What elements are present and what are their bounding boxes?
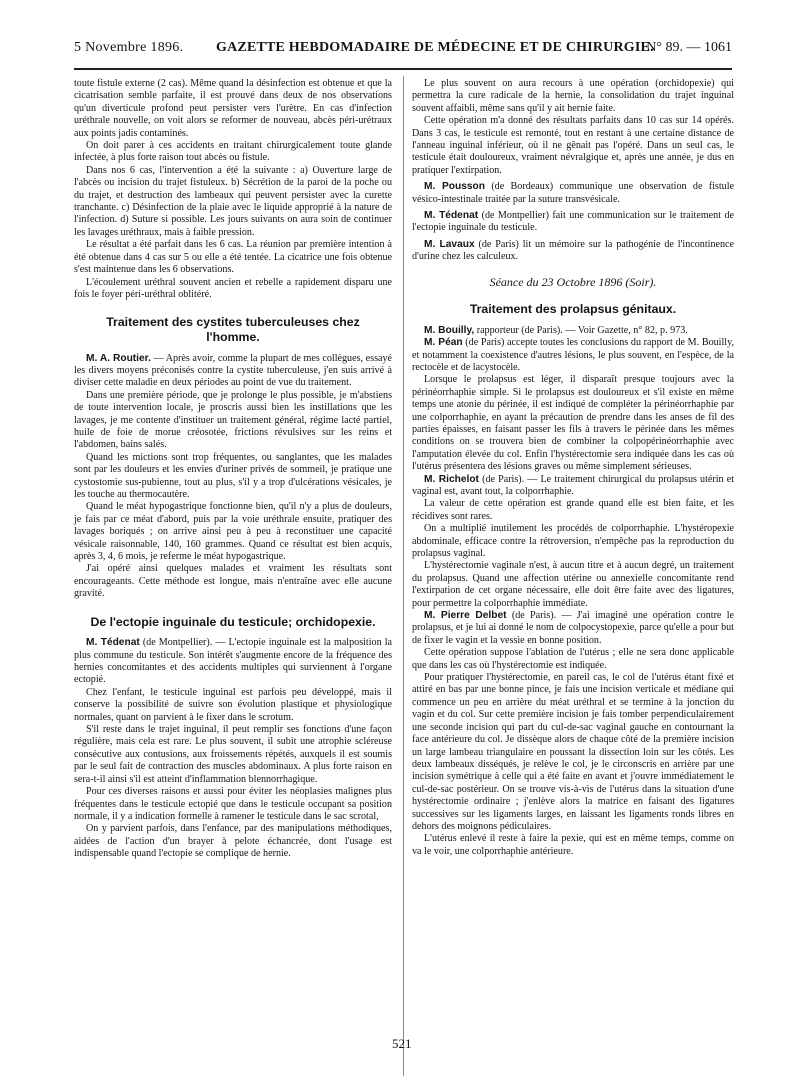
paragraph xyxy=(412,325,734,337)
page-number: 521 xyxy=(392,1036,412,1051)
right-column xyxy=(412,78,734,858)
speaker-name: M. Richelot xyxy=(424,473,479,485)
paragraph xyxy=(412,239,734,264)
section-heading: De l'ectopie inguinale du testicule; orchidopexie. xyxy=(90,614,376,629)
speech-text: (de Montpellier) fait une communication sur le traitement de l'ectopie inguinale du testicule. xyxy=(412,210,734,234)
paragraph: Pour pratiquer l'hystérectomie, en pareil cas, le col de l'utérus étant fixé et attiré en bas par une bonne pince, je fais une incision verticale et médiane qui commence un peu en arrière du méat uréthral et se termine à la jonction du vagin et du col. Sur cette première incision je fais tomber perpendiculairement une seconde incision qui part du cul-de-sac vaginal gauche en contournant la face antérieure du col. Je dissèque alors de chaque côté de la première incision un large lambeau triangulaire en poussant la dissection loin sur les côtés. Les deux lambeaux disséqués, je relève le col, je le circonscris en arrière par une incision symétrique à celle qui a été faite en avant et j'ouvre immédiatement le cul-de-sac postérieur. On se trouve vis-à-vis de l'utérus dans la situation d'une hystérectomie ordinaire ; j'enlève alors la matrice en faisant des ligatures successives sur les ligaments larges, en laissant les ligaments ronds libres en dehors des moignons pédiculaires. xyxy=(412,672,734,832)
paragraph: La valeur de cette opération est grande quand elle est bien faite, et les récidives sont rares. xyxy=(412,498,734,522)
header-rule xyxy=(74,68,732,70)
paragraph: Pour ces diverses raisons et aussi pour éviter les néoplasies malignes plus fréquentes dans le testicule ectopié que dans le testicule occupant sa position normale, il y a indication formelle à ramener le testicule dans le sac scrotal, xyxy=(74,786,392,822)
running-header xyxy=(74,40,732,62)
paragraph: Le résultat a été parfait dans les 6 cas. La réunion par première intention à été obtenue dans 4 cas sur 5 ou elle a été tentée. La cicatrice une fois obtenue s'est maintenue dans les 6 observations. xyxy=(74,239,392,276)
paragraph: Chez l'enfant, le testicule inguinal est parfois peu développé, mais il conserve la possibilité de suivre son évolution plastique et physiologique normales, quant on parvient à le fixer dans le scrotum. xyxy=(74,686,392,723)
paragraph: On a multiplié inutilement les procédés de colporrhaphie. L'hystéropexie abdominale, efficace contre la rétroversion, n'empêche pas la reproduction du prolapsus vaginal. xyxy=(412,523,734,559)
paragraph: L'utérus enlevé il reste à faire la pexie, qui est en même temps, comme on va le voir, une colporrhaphie antérieure. xyxy=(412,833,734,857)
speech-text: (de Bordeaux) communique une observation de fistule vésico-intestinale traitée par la suture transvésicale. xyxy=(412,181,734,205)
paragraph xyxy=(412,181,734,206)
speaker-name: M. A. Routier. xyxy=(86,352,151,364)
column-divider xyxy=(403,76,404,1076)
paragraph: Lorsque le prolapsus est léger, il disparaît presque toujours avec la périnéorrhaphie simple. Si le prolapsus est douloureux et s'il existe en même temps une atonie du périnée, il est indiqué de compléter la périnéorrhaphie par une colporrhaphie, en ayant la précaution de prendre dans les anses de fil des parties épaisses, en faisant passer les fils à travers le périnée dans les mêmes conditions on se trouvera bien de combiner la colpopérinéorrhaphie avec l'amputation élevée du col. Enfin l'hystérectomie sera indiquée dans les cas où l'utérus présentera des lésions graves ou même simplement sérieuses. xyxy=(412,374,734,473)
speech-text: rapporteur (de Paris). — Voir Gazette, n° 82, p. 973. xyxy=(474,324,688,336)
paragraph: L'écoulement uréthral souvent ancien et rebelle a rapidement disparu une fois le foyer péri-uréthral oblitéré. xyxy=(74,276,392,300)
paragraph xyxy=(412,610,734,647)
paragraph: Le plus souvent on aura recours à une opération (orchidopexie) qui permettra la cure radicale de la hernie, la consolidation du trajet inguinal souvent affaibli, même sans qu'il y ait hernie faite. xyxy=(412,78,734,114)
paragraph: Dans une première période, que je prolonge le plus possible, je m'abstiens de toute intervention locale, je proscris aussi bien les instillations que les lavages, je me contente d'instituer un traitement général, régime lacté partiel, huile de foie de morue créosotée, frictions révulsives sur les reins et l'abdomen, bains salés. xyxy=(74,389,392,451)
speaker-name: M. Tédenat xyxy=(424,210,479,222)
paragraph: Cette opération m'a donné des résultats parfaits dans 10 cas sur 14 opérés. Dans 3 cas, le testicule est remonté, tout en restant à une certaine distance de l'anneau inguinal inférieur, où il ne gênait pas l'opéré. Dans un seul cas, le testicule était douloureux, vraiment névralgique et, après une année, je dus en pratiquer l'extirpation. xyxy=(412,115,734,176)
section-heading: Traitement des prolapsus génitaux. xyxy=(469,302,677,317)
issue-page-number: N° 89. — 1061 xyxy=(646,40,732,55)
speech-text: — Après avoir, comme la plupart de mes collègues, essayé les divers moyens préconisés contre la cystite tuberculeuse, j'en suis arrivé à diviser cette maladie en deux périodes au point de vue du traitement. xyxy=(74,352,393,389)
speech-text: (de Paris) lit un mémoire sur la pathogénie de l'incontinence d'urine chez les calculeux. xyxy=(412,238,734,263)
session-heading: Séance du 23 Octobre 1896 (Soir). xyxy=(489,274,657,289)
paragraph xyxy=(412,337,734,374)
speaker-name: M. Péan xyxy=(424,337,463,349)
speaker-name: M. Lavaux xyxy=(424,238,475,250)
speech-text: (de Paris). — Le traitement chirurgical du prolapsus utérin et vaginal est, avant tout, la colporrhaphie. xyxy=(412,473,735,497)
speaker-name: M. Pousson xyxy=(424,181,485,193)
speech-text: (de Paris). — J'ai imaginé une opération contre le prolapsus, et je lui ai donné le nom de colpocystopexie, parce qu'elle a pour but de fixer le vagin et la vessie en bonne position. xyxy=(412,610,734,646)
speaker-name: M. Pierre Delbet xyxy=(424,610,507,622)
speech-text: (de Montpellier). — L'ectopie inguinale est la malposition la plus commune du testicule. Son intérêt s'augmente encore de la fréquence des hernies concomitantes et des accidents multiples qui surviennent à l'organe ectopié. xyxy=(74,637,392,686)
header-date: 5 Novembre 1896. xyxy=(74,40,184,55)
paragraph: J'ai opéré ainsi quelques malades et vraiment les résultats sont encourageants. Cette méthode est longue, mais n'entraîne avec elle aucune gravité. xyxy=(74,563,392,600)
speaker-name: M. Bouilly, xyxy=(424,324,475,336)
paragraph: Quand les mictions sont trop fréquentes, ou sanglantes, que les malades sont par les douleurs et les envies d'uriner privés de sommeil, je pratique une cystostomie sus-pubienne, tout au plus, s'il y a trop d'ulcérations vésicales, je les touche au thermocautère. xyxy=(74,451,392,500)
paragraph xyxy=(412,474,734,499)
paragraph: toute fistule externe (2 cas). Même quand la désinfection est obtenue et que la cicatrisation semble parfaite, il est prouvé dans deux de nos observations qu'un diverticule profond peut persister vers l'urètre. En cas d'infection uréthrale nouvelle, on voit alors se reformer de nouveau, abcès péri-urétraux aux points jadis contaminés. xyxy=(74,78,392,139)
paragraph xyxy=(74,353,392,390)
paragraph: On y parvient parfois, dans l'enfance, par des manipulations méthodiques, aidées de l'action d'un brayer à pelote échancrée, dont l'usage est indispensable quand l'ectopie se complique de hernie. xyxy=(74,823,392,860)
section-heading: Traitement des cystites tuberculeuses chez l'homme. xyxy=(106,315,360,344)
paragraph: L'hystérectomie vaginale n'est, à aucun titre et à aucun degré, un traitement du prolapsus. Quand une affection utérine ou annexielle concomitante rend l'extirpation de cet organe nécessaire, elle doit être faite avec des ligatures, pour permettre la colporrhaphie immédiate. xyxy=(412,560,734,609)
speech-text: (de Paris) accepte toutes les conclusions du rapport de M. Bouilly, et notamment la coexistence d'autres lésions, le plus souvent, en l'espèce, de la rectocèle et de lacystocèle. xyxy=(412,337,734,373)
paragraph: Quand le méat hypogastrique fonctionne bien, qu'il n'y a plus de douleurs, je fais par ce méat d'abord, puis par la voie uréthrale ensuite, pratiquer des lavages boriqués ; on arrive ainsi peu à peu à reconstituer une capacité vésicale raisonnable, 140, 160 grammes. Quand ce résultat est bien acquis, après 3, 4, 6 mois, je referme le méat hypogastrique. xyxy=(74,501,392,562)
paragraph xyxy=(412,210,734,235)
journal-title: GAZETTE HEBDOMADAIRE DE MÉDECINE ET DE CHIRURGIE. xyxy=(216,40,654,55)
paragraph: Cette opération suppose l'ablation de l'utérus ; elle ne sera donc applicable que dans les cas où l'hystérectomie est indiquée. xyxy=(412,647,734,671)
speaker-name: M. Tédenat xyxy=(86,637,140,649)
left-column xyxy=(74,78,392,861)
paragraph xyxy=(74,637,392,687)
paragraph: Dans nos 6 cas, l'intervention a été la suivante : a) Ouverture large de l'abcès ou incision du trajet fistuleux. b) Sécrétion de la paroi de la poche ou du trajet, et destruction des lambeaux qui peuvent persister avec la curette tranchante. c) Désinfection de la plaie avec le liquide approprié à la nature de l'infection. d) Suture si possible. Les jours suivants on aura soin de continuer les lavages uréthraux, mais à faible pression. xyxy=(74,164,392,238)
paragraph: On doit parer à ces accidents en traitant chirurgicalement toute glande infectée, à plus forte raison tout abcès ou fistule. xyxy=(74,140,392,164)
paragraph: S'il reste dans le trajet inguinal, il peut remplir ses fonctions d'une façon régulière, mais cela est rare. Le plus souvent, il subit une atrophie scléreuse consécutive aux contusions, aux froissements répétés, auxquels il est soumis par le seul fait de contraction des muscles abdominaux. A plus forte raison en sera-t-il ainsi s'il est atteint d'inflammation blennorrhagique. xyxy=(74,724,392,785)
